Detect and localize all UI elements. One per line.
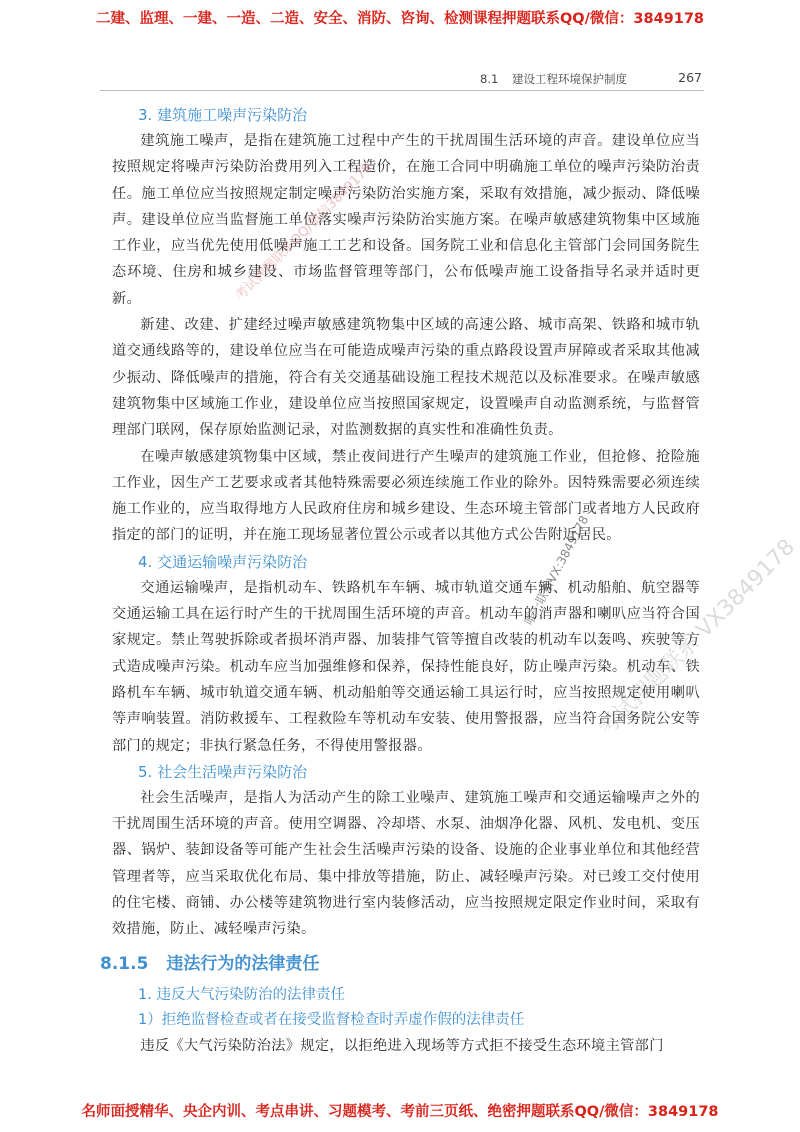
subheading-level-1: 1. 违反大气污染防治的法律责任 bbox=[138, 986, 345, 1003]
section-social-noise bbox=[112, 759, 700, 943]
chapter-number: 8.1.5 bbox=[100, 953, 149, 974]
section-construction-noise bbox=[112, 102, 700, 549]
page-running-header bbox=[480, 71, 702, 87]
diagonal-watermark: 考试押题联系 VX3849178 bbox=[593, 534, 800, 742]
chapter-heading bbox=[100, 947, 700, 981]
header-section-number: 8.1 bbox=[480, 72, 499, 86]
paragraph: 建筑施工噪声，是指在建筑施工过程中产生的干扰周围生活环境的声音。建设单位应当按照规定将噪声污染防治费用列入工程造价，在施工合同中明确施工单位的噪声污染防治责任。施工单位应当按照规定制定噪声污染防治实施方案，采取有效措施，减少振动、降低噪声。建设单位应当监督施工单位落实噪声污染防治实施方案。在噪声敏感建筑物集中区域施工作业，应当优先使用低噪声施工工艺和设备。国务院工业和信息化主管部门会同国务院生态环境、住房和城乡建设、市场监督管理等部门，公布低噪声施工设备指导名录并适时更新。 bbox=[112, 133, 700, 307]
header-rule bbox=[100, 90, 704, 91]
chapter-title: 违法行为的法律责任 bbox=[166, 953, 320, 974]
bottom-promo-banner: 名师面授精华、央企内训、考点串讲、习题模考、考前三页纸、绝密押题联系QQ/微信：3849178 bbox=[81, 1104, 719, 1120]
section-heading: 4. 交通运输噪声污染防治 bbox=[138, 552, 308, 571]
section-heading: 5. 社会生活噪声污染防治 bbox=[138, 762, 308, 781]
subheading-level-2: 1）拒绝监督检查或者在接受监督检查时弄虚作假的法律责任 bbox=[138, 1011, 525, 1028]
section-heading: 3. 建筑施工噪声污染防治 bbox=[138, 106, 308, 124]
document-body bbox=[100, 102, 700, 1059]
top-promo-banner: 二建、监理、一建、一造、二造、安全、消防、咨询、检测课程押题联系QQ/微信：3849178 bbox=[95, 11, 705, 27]
header-chapter-title: 建设工程环境保护制度 bbox=[511, 72, 627, 86]
paragraph: 在噪声敏感建筑物集中区域，禁止夜间进行产生噪声的建筑施工作业，但抢修、抢险施工作业，因生产工艺要求或者其他特殊需要必须连续施工作业的除外。因特殊需要必须连续施工作业的，应当取得地方人民政府住房和城乡建设、生态环境主管部门或者地方人民政府指定的部门的证明，并在施工现场显著位置公示或者以其他方式公告附近居民。 bbox=[112, 448, 700, 544]
paragraph: 违反《大气污染防治法》规定，以拒绝进入现场等方式拒不接受生态环境主管部门 bbox=[140, 1037, 664, 1054]
diagonal-watermark-red: 考试押题联系QQ/微信3849178 bbox=[232, 160, 376, 304]
vertical-watermark: 唯一联系VX:3849178 bbox=[521, 513, 592, 628]
page-number: 267 bbox=[678, 70, 702, 85]
paragraph: 新建、改建、扩建经过噪声敏感建筑物集中区域的高速公路、城市高架、铁路和城市轨道交通线路等的，建设单位应当在可能造成噪声污染的重点路段设置声屏障或者采取其他减少振动、降低噪声的措施，符合有关交通基础设施工程技术规范以及标准要求。在噪声敏感建筑物集中区域施工作业，建设单位应当按照国家规定，设置噪声自动监测系统，与监督管理部门联网，保存原始监测记录，对监测数据的真实性和准确性负责。 bbox=[112, 317, 700, 439]
paragraph: 交通运输噪声，是指机动车、铁路机车车辆、城市轨道交通车辆、机动船舶、航空器等交通运输工具在运行时产生的干扰周围生活环境的声音。机动车的消声器和喇叭应当符合国家规定。禁止驾驶拆除或者损坏消声器、加装排气管等擅自改装的机动车以轰鸣、疾驶等方式造成噪声污染。机动车应当加强维修和保养，保持性能良好，防止噪声污染。机动车、铁路机车车辆、城市轨道交通车辆、机动船舶等交通运输工具运行时，应当按照规定使用喇叭等声响装置。消防救援车、工程救险车等机动车安装、使用警报器，应当符合国务院公安等部门的规定；非执行紧急任务，不得使用警报器。 bbox=[112, 579, 700, 754]
paragraph: 社会生活噪声，是指人为活动产生的除工业噪声、建筑施工噪声和交通运输噪声之外的干扰周围生活环境的声音。使用空调器、冷却塔、水泵、油烟净化器、风机、发电机、变压器、锅炉、装卸设备等可能产生社会生活噪声污染的设备、设施的企业事业单位和其他经营管理者等，应当采取优化布局、集中排放等措施，防止、减轻噪声污染。对已竣工交付使用的住宅楼、商铺、办公楼等建筑物进行室内装修活动，应当按照规定限定作业时间，采取有效措施，防止、减轻噪声污染。 bbox=[112, 789, 700, 938]
